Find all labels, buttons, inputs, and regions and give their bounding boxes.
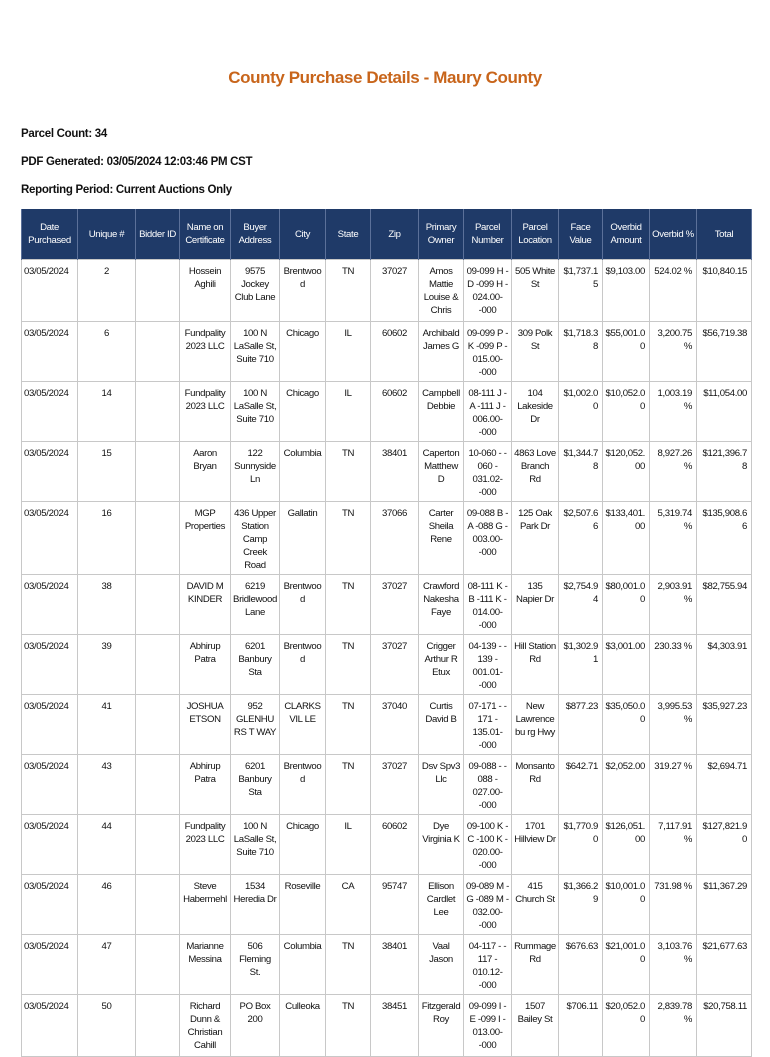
cell-name: Abhirup Patra (180, 635, 231, 695)
cell-location: 1701 Hillview Dr (512, 815, 559, 875)
cell-overbid-pct: 3,200.75 % (650, 322, 697, 382)
cell-city: Roseville (280, 875, 326, 935)
cell-location: 135 Napier Dr (512, 575, 559, 635)
cell-parcel: 04-117 - - 117 - 010.12- -000 (464, 935, 512, 995)
cell-face: $1,770.90 (559, 815, 603, 875)
cell-owner: Campbell Debbie (419, 382, 464, 442)
cell-address: 122 Sunnyside Ln (231, 442, 280, 502)
cell-total: $135,908.66 (697, 502, 752, 575)
cell-face: $1,302.91 (559, 635, 603, 695)
cell-parcel: 09-099 I -E -099 I - 013.00- -000 (464, 995, 512, 1057)
cell-bidder (136, 322, 180, 382)
cell-overbid-pct: 731.98 % (650, 875, 697, 935)
cell-zip: 60602 (371, 815, 419, 875)
cell-face: $1,737.15 (559, 260, 603, 322)
cell-unique: 47 (78, 935, 136, 995)
cell-address: 1534 Heredia Dr (231, 875, 280, 935)
cell-address: 100 N LaSalle St, Suite 710 (231, 382, 280, 442)
cell-overbid-pct: 319.27 % (650, 755, 697, 815)
cell-city: Chicago (280, 815, 326, 875)
cell-zip: 37040 (371, 695, 419, 755)
cell-address: 6201 Banbury Sta (231, 755, 280, 815)
cell-total: $21,677.63 (697, 935, 752, 995)
cell-city: Brentwood (280, 260, 326, 322)
cell-parcel: 09-099 H -D -099 H - 024.00- -000 (464, 260, 512, 322)
cell-name: Abhirup Patra (180, 755, 231, 815)
cell-name: Fundpality 2023 LLC (180, 815, 231, 875)
cell-unique: 44 (78, 815, 136, 875)
table-row (22, 695, 752, 755)
cell-face: $1,718.38 (559, 322, 603, 382)
cell-name: Richard Dunn & Christian Cahill (180, 995, 231, 1057)
cell-bidder (136, 875, 180, 935)
cell-state: TN (326, 635, 371, 695)
col-header: Date Purchased (22, 209, 78, 260)
cell-total: $10,840.15 (697, 260, 752, 322)
cell-parcel: 09-099 P -K -099 P - 015.00- -000 (464, 322, 512, 382)
col-header: State (326, 209, 371, 260)
purchase-details-table (21, 209, 752, 1057)
cell-owner: Carter Sheila Rene (419, 502, 464, 575)
cell-state: TN (326, 995, 371, 1057)
cell-zip: 37027 (371, 635, 419, 695)
cell-unique: 16 (78, 502, 136, 575)
cell-date: 03/05/2024 (22, 382, 78, 442)
cell-face: $2,754.94 (559, 575, 603, 635)
cell-name: Marianne Messina (180, 935, 231, 995)
cell-date: 03/05/2024 (22, 935, 78, 995)
cell-face: $642.71 (559, 755, 603, 815)
cell-location: Rummage Rd (512, 935, 559, 995)
cell-overbid-pct: 3,103.76 % (650, 935, 697, 995)
cell-location: 4863 Love Branch Rd (512, 442, 559, 502)
cell-zip: 37066 (371, 502, 419, 575)
reporting-period: Reporting Period: Current Auctions Only (21, 184, 232, 196)
cell-owner: Fitzgerald Roy (419, 995, 464, 1057)
cell-unique: 41 (78, 695, 136, 755)
cell-location: 1507 Bailey St (512, 995, 559, 1057)
cell-location: 125 Oak Park Dr (512, 502, 559, 575)
col-header: Parcel Location (512, 209, 559, 260)
cell-state: TN (326, 695, 371, 755)
cell-city: Culleoka (280, 995, 326, 1057)
table-row (22, 322, 752, 382)
cell-total: $4,303.91 (697, 635, 752, 695)
cell-parcel: 08-111 J -A -111 J - 006.00- -000 (464, 382, 512, 442)
cell-overbid-pct: 5,319.74 % (650, 502, 697, 575)
cell-name: JOSHUA ETSON (180, 695, 231, 755)
cell-unique: 38 (78, 575, 136, 635)
cell-parcel: 09-100 K -C -100 K - 020.00- -000 (464, 815, 512, 875)
cell-bidder (136, 815, 180, 875)
cell-location: 309 Polk St (512, 322, 559, 382)
cell-face: $706.11 (559, 995, 603, 1057)
cell-address: 952 GLENHURS T WAY (231, 695, 280, 755)
cell-owner: Dsv Spv3 Llc (419, 755, 464, 815)
cell-zip: 38401 (371, 935, 419, 995)
table-row (22, 635, 752, 695)
cell-unique: 6 (78, 322, 136, 382)
cell-city: Chicago (280, 382, 326, 442)
cell-face: $1,366.29 (559, 875, 603, 935)
col-header: Buyer Address (231, 209, 280, 260)
cell-face: $2,507.66 (559, 502, 603, 575)
cell-date: 03/05/2024 (22, 322, 78, 382)
cell-owner: Dye Virginia K (419, 815, 464, 875)
cell-owner: Ellison Cardlet Lee (419, 875, 464, 935)
cell-overbid: $10,052.00 (603, 382, 650, 442)
col-header: Unique # (78, 209, 136, 260)
cell-name: Hossein Aghili (180, 260, 231, 322)
cell-zip: 38451 (371, 995, 419, 1057)
table-row (22, 575, 752, 635)
cell-address: 506 Fleming St. (231, 935, 280, 995)
cell-state: IL (326, 815, 371, 875)
cell-face: $676.63 (559, 935, 603, 995)
cell-bidder (136, 382, 180, 442)
cell-total: $11,367.29 (697, 875, 752, 935)
cell-bidder (136, 695, 180, 755)
cell-address: 436 Upper Station Camp Creek Road (231, 502, 280, 575)
cell-parcel: 07-171 - - 171 - 135.01- -000 (464, 695, 512, 755)
col-header: Bidder ID (136, 209, 180, 260)
cell-face: $1,344.78 (559, 442, 603, 502)
cell-address: 100 N LaSalle St, Suite 710 (231, 322, 280, 382)
cell-address: 100 N LaSalle St, Suite 710 (231, 815, 280, 875)
cell-name: Steve Habermehl (180, 875, 231, 935)
cell-total: $20,758.11 (697, 995, 752, 1057)
cell-state: TN (326, 935, 371, 995)
cell-unique: 39 (78, 635, 136, 695)
cell-face: $1,002.00 (559, 382, 603, 442)
cell-owner: Crawford Nakesha Faye (419, 575, 464, 635)
cell-total: $11,054.00 (697, 382, 752, 442)
table-row (22, 755, 752, 815)
cell-total: $35,927.23 (697, 695, 752, 755)
cell-date: 03/05/2024 (22, 695, 78, 755)
col-header: Overbid Amount (603, 209, 650, 260)
cell-city: Columbia (280, 442, 326, 502)
cell-bidder (136, 502, 180, 575)
cell-overbid-pct: 7,117.91 % (650, 815, 697, 875)
cell-parcel: 08-111 K -B -111 K - 014.00- -000 (464, 575, 512, 635)
cell-overbid: $2,052.00 (603, 755, 650, 815)
cell-bidder (136, 260, 180, 322)
col-header: Parcel Number (464, 209, 512, 260)
cell-date: 03/05/2024 (22, 442, 78, 502)
cell-overbid: $55,001.00 (603, 322, 650, 382)
cell-overbid-pct: 3,995.53 % (650, 695, 697, 755)
cell-overbid-pct: 2,903.91 % (650, 575, 697, 635)
cell-unique: 2 (78, 260, 136, 322)
cell-owner: Crigger Arthur R Etux (419, 635, 464, 695)
cell-city: Brentwood (280, 635, 326, 695)
cell-bidder (136, 935, 180, 995)
cell-overbid-pct: 1,003.19 % (650, 382, 697, 442)
cell-overbid: $120,052.00 (603, 442, 650, 502)
cell-state: TN (326, 260, 371, 322)
parcel-count: Parcel Count: 34 (21, 128, 107, 140)
cell-date: 03/05/2024 (22, 575, 78, 635)
cell-overbid: $9,103.00 (603, 260, 650, 322)
pdf-generated: PDF Generated: 03/05/2024 12:03:46 PM CST (21, 156, 253, 168)
table-row (22, 935, 752, 995)
cell-zip: 37027 (371, 260, 419, 322)
cell-city: Gallatin (280, 502, 326, 575)
col-header: Zip (371, 209, 419, 260)
cell-total: $2,694.71 (697, 755, 752, 815)
cell-unique: 14 (78, 382, 136, 442)
report-title: County Purchase Details - Maury County (228, 68, 542, 87)
cell-face: $877.23 (559, 695, 603, 755)
cell-state: IL (326, 322, 371, 382)
cell-date: 03/05/2024 (22, 502, 78, 575)
cell-city: CLARKSVIL LE (280, 695, 326, 755)
cell-total: $82,755.94 (697, 575, 752, 635)
cell-state: IL (326, 382, 371, 442)
cell-address: 9575 Jockey Club Lane (231, 260, 280, 322)
cell-date: 03/05/2024 (22, 995, 78, 1057)
cell-state: TN (326, 575, 371, 635)
cell-address: PO Box 200 (231, 995, 280, 1057)
cell-unique: 43 (78, 755, 136, 815)
cell-name: Fundpality 2023 LLC (180, 382, 231, 442)
cell-overbid: $21,001.00 (603, 935, 650, 995)
cell-overbid: $10,001.00 (603, 875, 650, 935)
col-header: Face Value (559, 209, 603, 260)
cell-state: TN (326, 755, 371, 815)
col-header: Primary Owner (419, 209, 464, 260)
cell-parcel: 10-060 - - 060 - 031.02- -000 (464, 442, 512, 502)
cell-city: Brentwood (280, 575, 326, 635)
cell-zip: 60602 (371, 382, 419, 442)
cell-zip: 95747 (371, 875, 419, 935)
cell-location: New Lawrencebu rg Hwy (512, 695, 559, 755)
cell-date: 03/05/2024 (22, 815, 78, 875)
cell-parcel: 09-089 M -G -089 M - 032.00- -000 (464, 875, 512, 935)
cell-state: CA (326, 875, 371, 935)
cell-city: Columbia (280, 935, 326, 995)
col-header: Name on Certificate (180, 209, 231, 260)
table-row (22, 260, 752, 322)
cell-overbid: $80,001.00 (603, 575, 650, 635)
cell-location: 104 Lakeside Dr (512, 382, 559, 442)
table-row (22, 442, 752, 502)
cell-name: Aaron Bryan (180, 442, 231, 502)
cell-overbid: $35,050.00 (603, 695, 650, 755)
cell-overbid: $20,052.00 (603, 995, 650, 1057)
cell-bidder (136, 755, 180, 815)
cell-zip: 38401 (371, 442, 419, 502)
cell-date: 03/05/2024 (22, 755, 78, 815)
col-header: City (280, 209, 326, 260)
cell-overbid: $133,401.00 (603, 502, 650, 575)
cell-date: 03/05/2024 (22, 635, 78, 695)
cell-owner: Curtis David B (419, 695, 464, 755)
cell-location: 415 Church St (512, 875, 559, 935)
col-header: Overbid % (650, 209, 697, 260)
cell-city: Brentwood (280, 755, 326, 815)
cell-name: MGP Properties (180, 502, 231, 575)
cell-state: TN (326, 502, 371, 575)
cell-owner: Caperton Matthew D (419, 442, 464, 502)
cell-unique: 15 (78, 442, 136, 502)
cell-bidder (136, 442, 180, 502)
cell-name: Fundpality 2023 LLC (180, 322, 231, 382)
cell-overbid-pct: 2,839.78 % (650, 995, 697, 1057)
cell-city: Chicago (280, 322, 326, 382)
cell-address: 6201 Banbury Sta (231, 635, 280, 695)
cell-location: Monsanto Rd (512, 755, 559, 815)
cell-bidder (136, 575, 180, 635)
cell-total: $56,719.38 (697, 322, 752, 382)
cell-overbid-pct: 230.33 % (650, 635, 697, 695)
cell-parcel: 09-088 B -A -088 G - 003.00- -000 (464, 502, 512, 575)
table-row (22, 815, 752, 875)
cell-bidder (136, 635, 180, 695)
cell-overbid: $3,001.00 (603, 635, 650, 695)
table-row (22, 382, 752, 442)
table-row (22, 995, 752, 1057)
cell-total: $127,821.90 (697, 815, 752, 875)
cell-owner: Vaal Jason (419, 935, 464, 995)
cell-date: 03/05/2024 (22, 875, 78, 935)
table-row (22, 875, 752, 935)
cell-parcel: 09-088 - - 088 - 027.00- -000 (464, 755, 512, 815)
cell-zip: 60602 (371, 322, 419, 382)
table-header-row (22, 209, 752, 260)
cell-location: 505 White St (512, 260, 559, 322)
cell-name: DAVID M KINDER (180, 575, 231, 635)
cell-date: 03/05/2024 (22, 260, 78, 322)
cell-zip: 37027 (371, 755, 419, 815)
cell-owner: Archibald James G (419, 322, 464, 382)
cell-overbid-pct: 8,927.26 % (650, 442, 697, 502)
cell-address: 6219 Bridlewood Lane (231, 575, 280, 635)
cell-owner: Amos Mattie Louise & Chris (419, 260, 464, 322)
col-header: Total (697, 209, 752, 260)
table-body (22, 260, 752, 1057)
cell-overbid-pct: 524.02 % (650, 260, 697, 322)
cell-parcel: 04-139 - - 139 - 001.01- -000 (464, 635, 512, 695)
cell-unique: 46 (78, 875, 136, 935)
cell-zip: 37027 (371, 575, 419, 635)
table-row (22, 502, 752, 575)
cell-unique: 50 (78, 995, 136, 1057)
cell-location: Hill Station Rd (512, 635, 559, 695)
cell-total: $121,396.78 (697, 442, 752, 502)
cell-bidder (136, 995, 180, 1057)
cell-state: TN (326, 442, 371, 502)
cell-overbid: $126,051.00 (603, 815, 650, 875)
